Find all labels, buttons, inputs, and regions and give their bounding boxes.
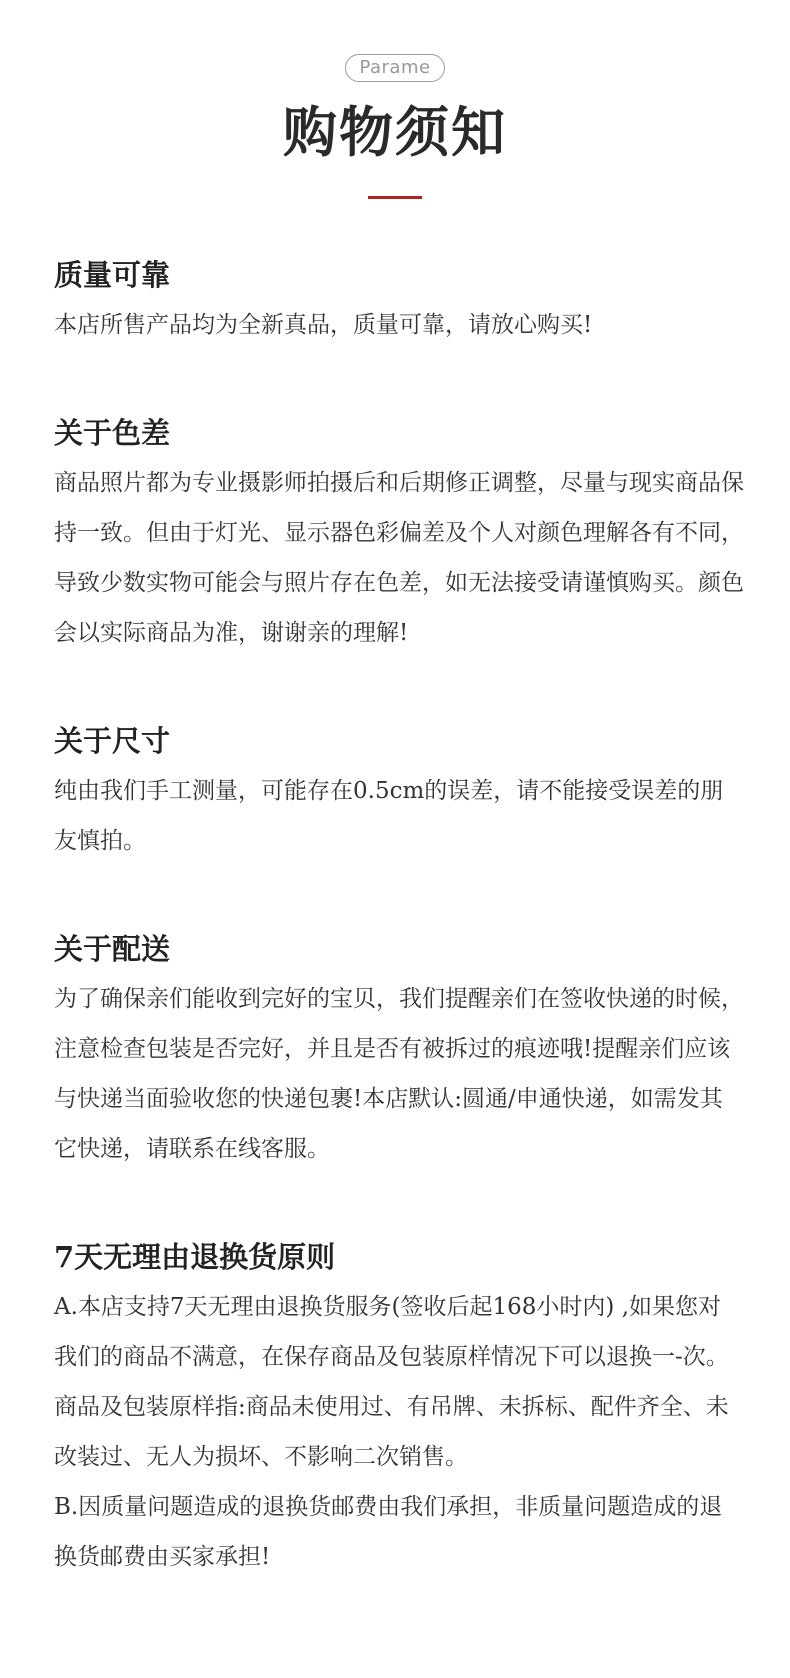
title-divider bbox=[368, 196, 422, 199]
section-size bbox=[54, 716, 744, 866]
section-title: 质量可靠 bbox=[54, 258, 171, 292]
page-header bbox=[0, 0, 790, 200]
parameter-badge: Parame bbox=[345, 54, 445, 82]
section-paragraph: 纯由我们手工测量，可能存在0.5cm的误差，请不能接受误差的朋友慎拍。 bbox=[54, 778, 724, 854]
section-quality bbox=[54, 250, 744, 350]
section-title: 关于色差 bbox=[54, 416, 171, 450]
section-paragraph: 商品照片都为专业摄影师拍摄后和后期修正调整，尽量与现实商品保持一致。但由于灯光、显示器色彩偏差及个人对颜色理解各有不同，导致少数实物可能会与照片存在色差，如无法接受请谨慎购买。颜色会以实际商品为准，谢谢亲的理解! bbox=[54, 470, 744, 646]
section-title: 关于尺寸 bbox=[54, 724, 171, 758]
notice-sections bbox=[54, 250, 744, 1640]
section-paragraph: 本店所售产品均为全新真品，质量可靠，请放心购买! bbox=[54, 312, 593, 338]
section-title: 7天无理由退换货原则 bbox=[54, 1240, 336, 1274]
section-paragraph: A.本店支持7天无理由退换货服务(签收后起168小时内) ,如果您对我们的商品不满意，在保存商品及包装原样情况下可以退换一-次。 商品及包装原样指:商品未使用过、有吊牌、未拆标、配件齐全、未改装过、无人为损坏、不影响二次销售。 bbox=[54, 1294, 729, 1470]
section-color-difference bbox=[54, 408, 744, 658]
section-paragraph: B.因质量问题造成的退换货邮费由我们承担，非质量问题造成的退换货邮费由买家承担! bbox=[54, 1494, 723, 1570]
section-title: 关于配送 bbox=[54, 932, 171, 966]
section-delivery bbox=[54, 924, 744, 1174]
section-paragraph: 为了确保亲们能收到完好的宝贝，我们提醒亲们在签收快递的时候，注意检查包装是否完好，并且是否有被拆过的痕迹哦!提醒亲们应该与快递当面验收您的快递包裹!本店默认:圆通/申通快递，如需发其它快递，请联系在线客服。 bbox=[54, 986, 744, 1162]
section-return-policy bbox=[54, 1232, 744, 1582]
page-title: 购物须知 bbox=[283, 100, 507, 164]
